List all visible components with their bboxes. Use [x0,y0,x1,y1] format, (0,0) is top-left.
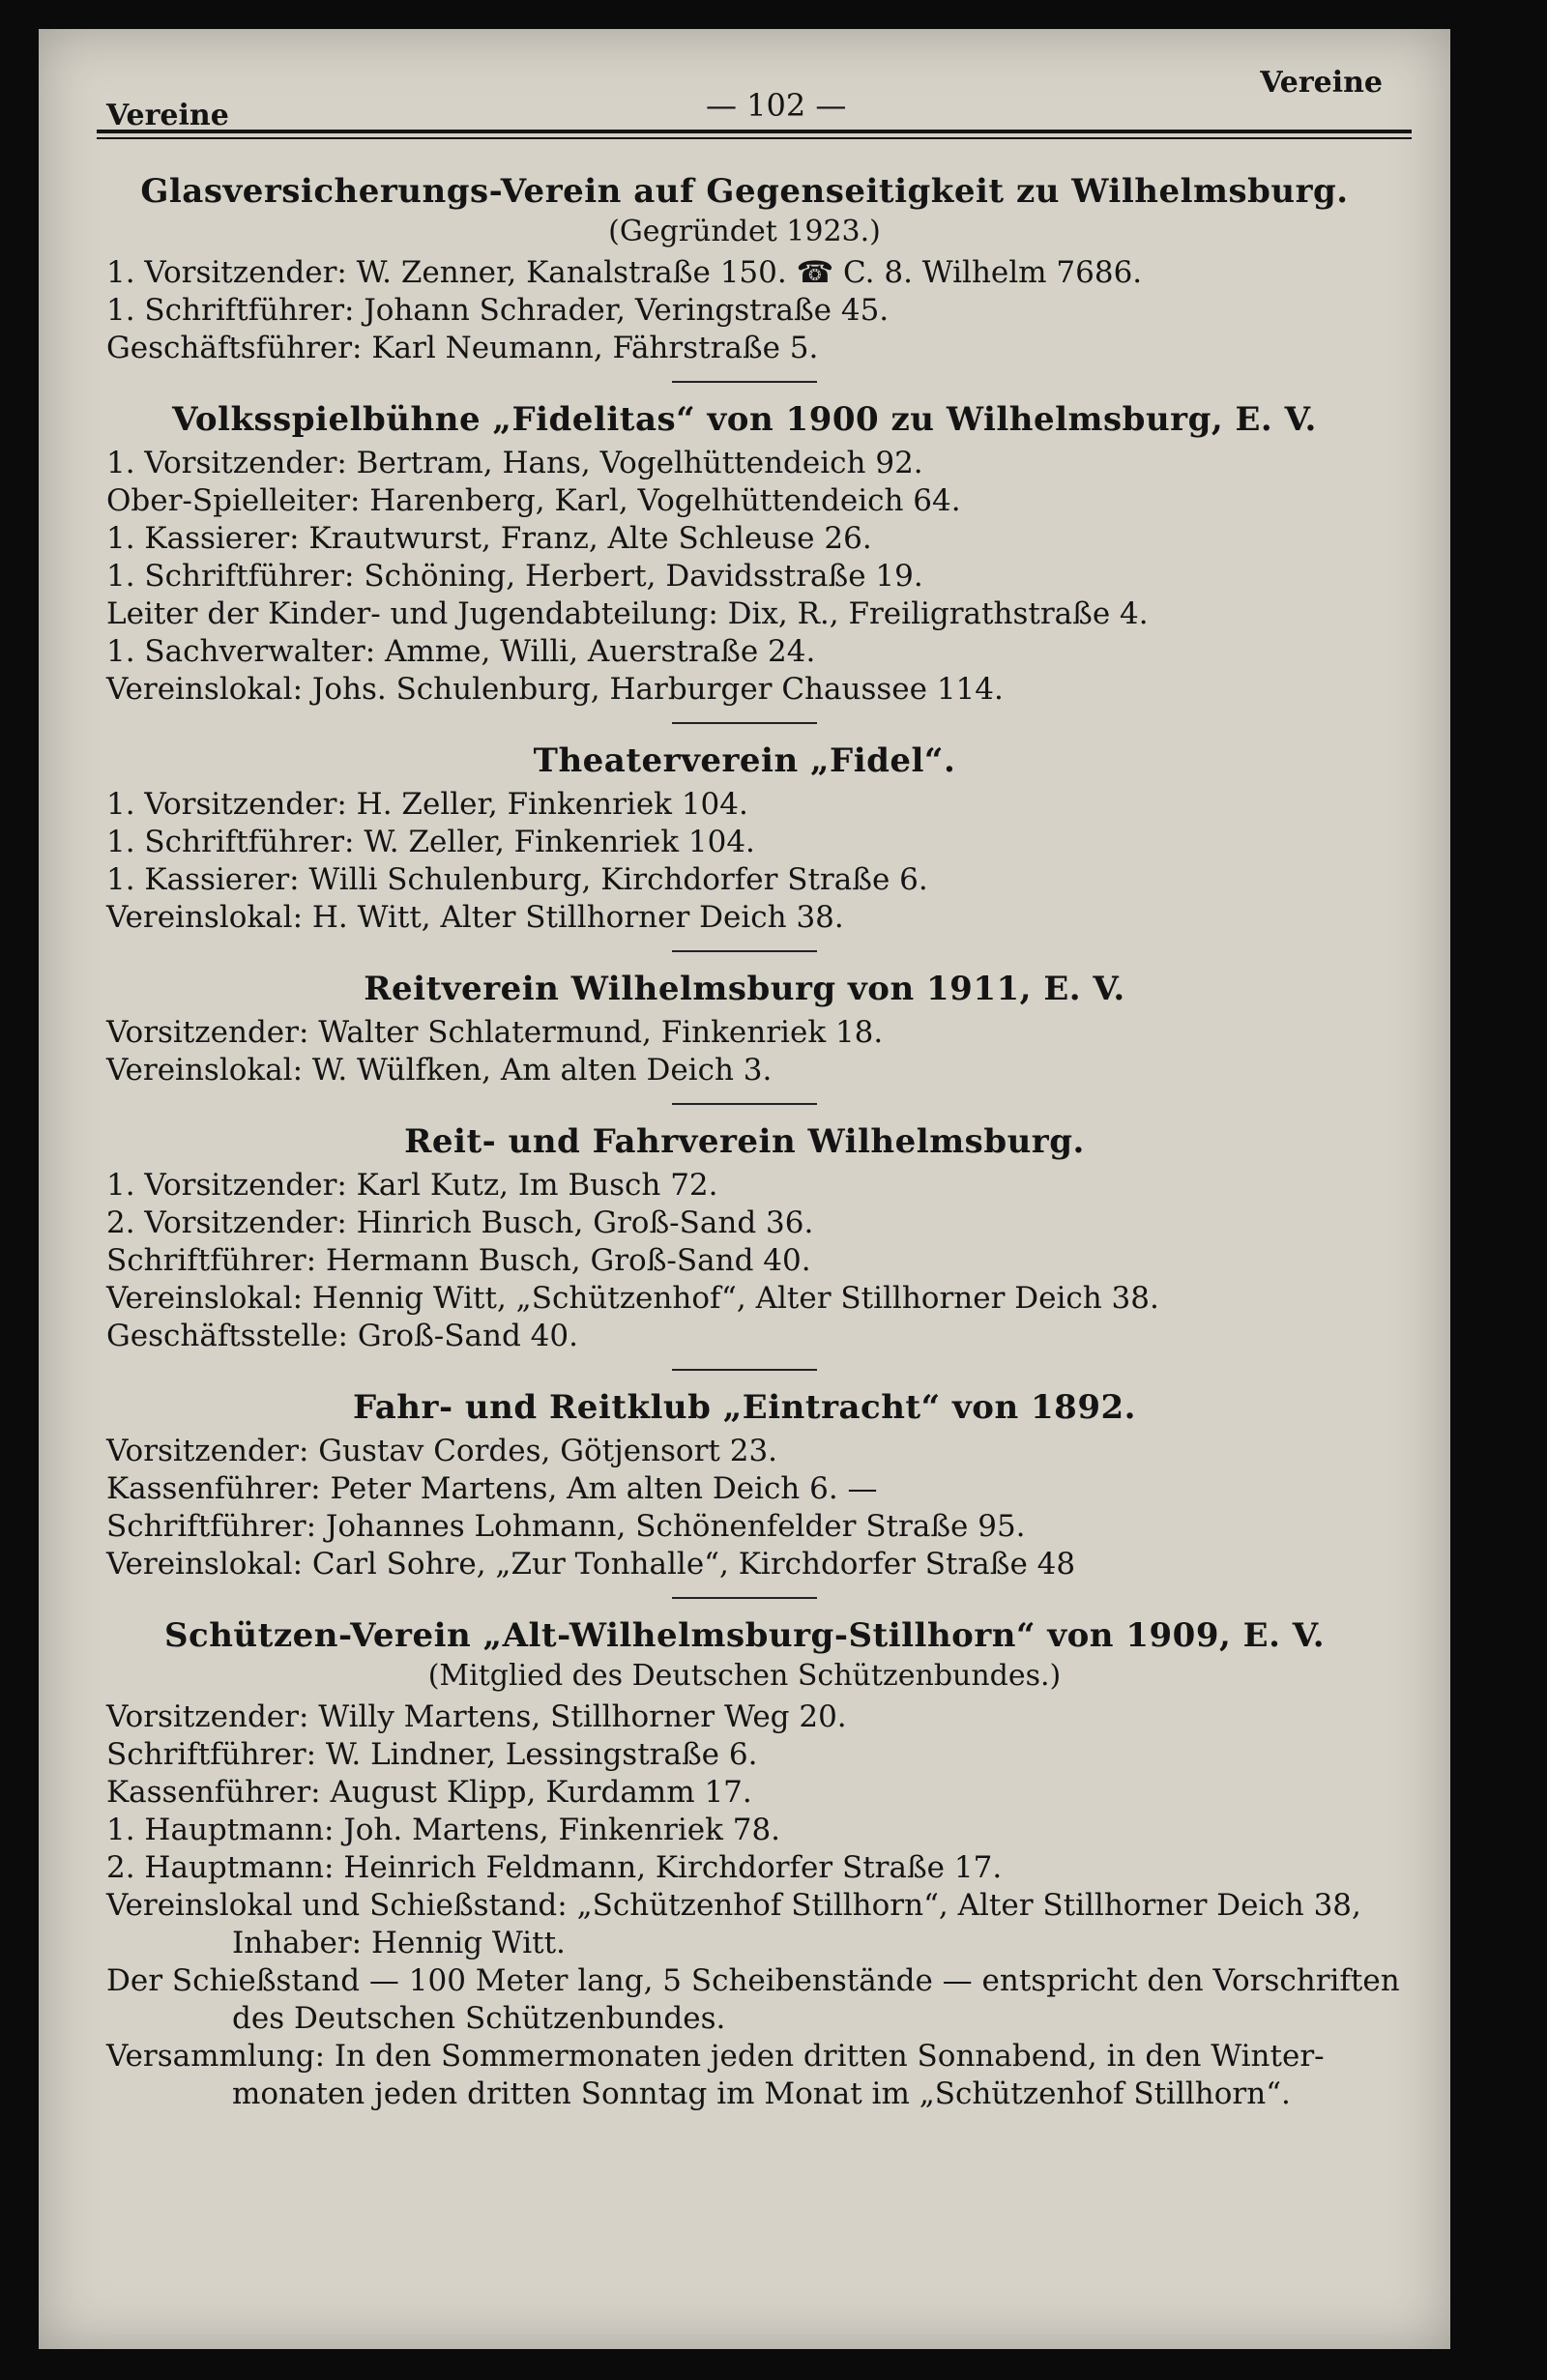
club-entry-line: monaten jeden dritten Sonntag im Monat im „Schützenhof Stillhorn“. [232,2076,1291,2111]
club-entry-line: Kassenführer: August Klipp, Kurdamm 17. [106,1775,752,1810]
club-entry-line: des Deutschen Schützenbundes. [232,2001,726,2036]
section-divider [672,722,817,724]
club-entry [39,400,1450,709]
club-title: Glasversicherungs-Verein auf Gegenseitigkeit zu Wilhelmsburg. [140,172,1349,211]
club-title: Theaterverein „Fidel“. [533,741,956,780]
club-title: Schützen-Verein „Alt-Wilhelmsburg-Stillhorn“ von 1909, E. V. [163,1616,1326,1655]
club-subtitle: (Gegründet 1923.) [608,215,881,248]
club-entry-line: Vorsitzender: Willy Martens, Stillhorner Weg 20. [106,1699,847,1734]
club-entry-line: Inhaber: Hennig Witt. [232,1926,566,1960]
club-entry-line: Kassenführer: Peter Martens, Am alten Deich 6. — [106,1471,878,1506]
club-entry [39,1616,1450,2113]
club-title: Volksspielbühne „Fidelitas“ von 1900 zu Wilhelmsburg, E. V. [172,400,1317,439]
club-entry-line: 2. Hauptmann: Heinrich Feldmann, Kirchdorfer Straße 17. [106,1850,1003,1885]
club-entry-line: Schriftführer: Johannes Lohmann, Schönenfelder Straße 95. [106,1509,1026,1544]
club-entry [39,741,1450,937]
club-entry-line: Vereinslokal und Schießstand: „Schützenhof Stillhorn“, Alter Stillhorner Deich 38, [106,1888,1361,1923]
club-entry-line: Vereinslokal: W. Wülfken, Am alten Deich 3. [106,1053,773,1088]
club-entry-line: Vorsitzender: Walter Schlatermund, Finkenriek 18. [106,1015,884,1050]
club-entry-line: Vereinslokal: Carl Sohre, „Zur Tonhalle“, Kirchdorfer Straße 48 [106,1547,1076,1582]
section-divider [672,1597,817,1599]
club-entry-line: 1. Schriftführer: Johann Schrader, Veringstraße 45. [106,293,890,328]
club-entry-line: Geschäftsführer: Karl Neumann, Fährstraße 5. [106,331,819,365]
club-entry-line: 1. Schriftführer: Schöning, Herbert, Davidsstraße 19. [106,559,923,594]
club-entry-line: 1. Schriftführer: W. Zeller, Finkenriek 104. [106,825,755,859]
club-entry-line: 1. Kassierer: Krautwurst, Franz, Alte Schleuse 26. [106,521,872,556]
club-entry-line: Vorsitzender: Gustav Cordes, Götjensort 23. [106,1434,778,1468]
club-entry-line: 1. Vorsitzender: H. Zeller, Finkenriek 104. [106,787,748,822]
club-entry-line: 1. Vorsitzender: Karl Kutz, Im Busch 72. [106,1168,718,1203]
club-entry [39,1122,1450,1355]
running-header-right: Vereine [1260,66,1383,100]
club-entry-line: Leiter der Kinder- und Jugendabteilung: Dix, R., Freiligrathstraße 4. [106,596,1149,631]
club-entry-line: Ober-Spielleiter: Harenberg, Karl, Vogelhüttendeich 64. [106,483,961,518]
section-divider [672,1369,817,1371]
club-entry-line: 2. Vorsitzender: Hinrich Busch, Groß-Sand 36. [106,1205,814,1240]
club-entry-line: 1. Kassierer: Willi Schulenburg, Kirchdorfer Straße 6. [106,862,928,897]
section-divider [672,950,817,952]
club-entry-line: Vereinslokal: H. Witt, Alter Stillhorner Deich 38. [106,900,844,935]
club-title: Reitverein Wilhelmsburg von 1911, E. V. [364,970,1125,1008]
club-entry [39,1388,1450,1583]
section-divider [672,381,817,383]
club-entry-line: Vereinslokal: Hennig Witt, „Schützenhof“, Alter Stillhorner Deich 38. [106,1281,1159,1316]
section-divider [672,1103,817,1105]
document-page [39,29,1450,2349]
club-entry-line: 1. Vorsitzender: W. Zenner, Kanalstraße 150. ☎ C. 8. Wilhelm 7686. [106,255,1143,290]
club-entry-line: 1. Sachverwalter: Amme, Willi, Auerstraße 24. [106,634,816,669]
club-entry-line: 1. Vorsitzender: Bertram, Hans, Vogelhüttendeich 92. [106,446,923,480]
header-rule-thick [97,130,1412,133]
header-rule-thin [97,137,1412,139]
club-entry-line: Der Schießstand — 100 Meter lang, 5 Scheibenstände — entspricht den Vorschriften [106,1963,1400,1998]
club-entry-line: Schriftführer: Hermann Busch, Groß-Sand 40. [106,1243,811,1278]
club-entry-line: 1. Hauptmann: Joh. Martens, Finkenriek 78. [106,1813,781,1847]
club-entry-line: Vereinslokal: Johs. Schulenburg, Harburger Chaussee 114. [106,672,1004,707]
page-number: — 102 — [706,87,847,124]
club-title: Reit- und Fahrverein Wilhelmsburg. [404,1122,1085,1161]
club-entry-line: Versammlung: In den Sommermonaten jeden dritten Sonnabend, in den Winter- [106,2039,1325,2074]
club-entry [39,970,1450,1089]
club-title: Fahr- und Reitklub „Eintracht“ von 1892. [353,1388,1136,1427]
club-subtitle: (Mitglied des Deutschen Schützenbundes.) [427,1659,1062,1693]
club-entry-line: Geschäftsstelle: Groß-Sand 40. [106,1319,578,1353]
club-entry-line: Schriftführer: W. Lindner, Lessingstraße 6. [106,1737,758,1772]
running-header-left: Vereine [106,99,229,132]
club-entry [39,172,1450,367]
club-listing [39,155,1450,2119]
